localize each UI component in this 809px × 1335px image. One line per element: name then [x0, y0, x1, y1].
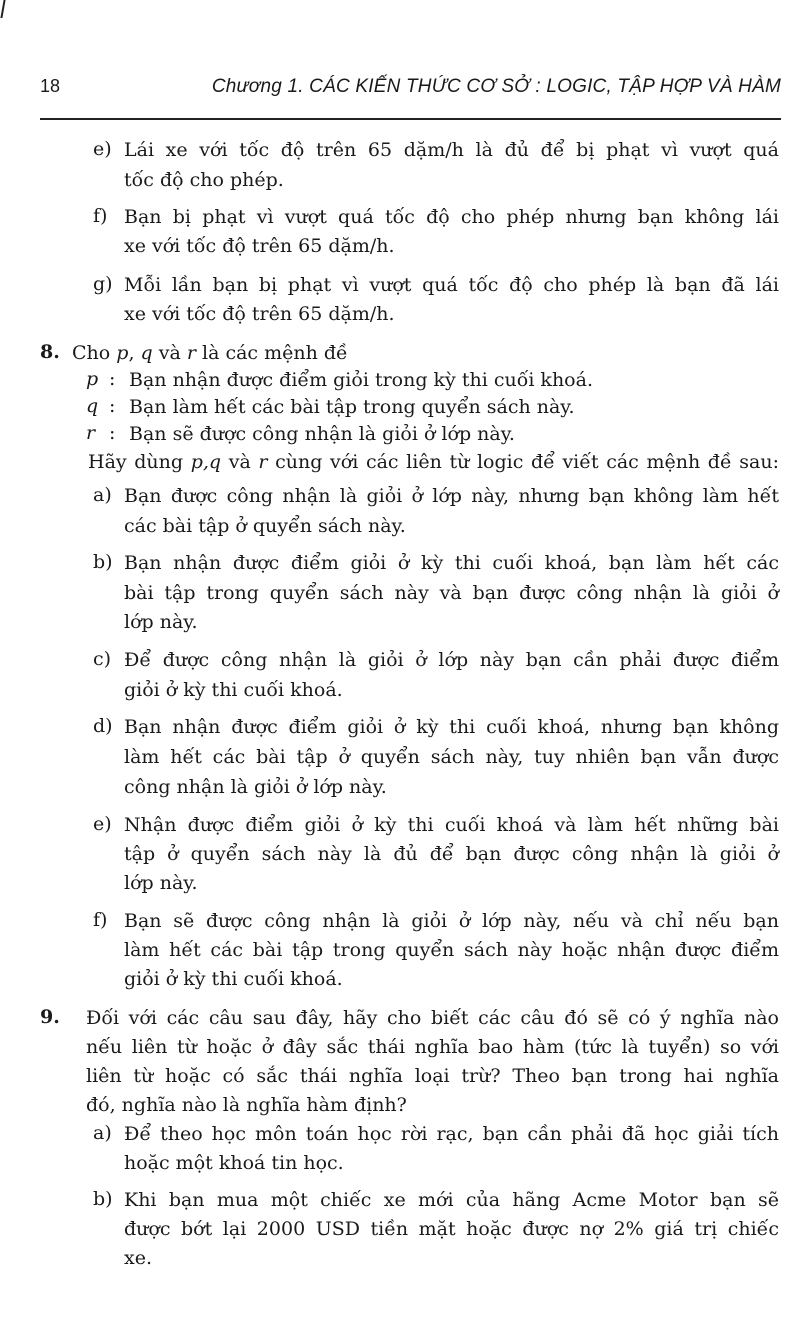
page-number: 18: [40, 76, 61, 96]
ex8-def-q-var: q: [86, 395, 99, 417]
ex8-b-line-3: lớp này.: [124, 611, 198, 633]
ex7-e-marker: e): [93, 138, 112, 160]
ex8-def-p-colon: :: [109, 368, 116, 390]
ex8-e-marker: e): [93, 813, 112, 835]
ex9-b-line-3: xe.: [124, 1247, 152, 1269]
ex9-a-marker: a): [93, 1122, 112, 1144]
ex8-def-q-text: Bạn làm hết các bài tập trong quyển sách này.: [129, 396, 575, 418]
ex7-f-line-1: Bạn bị phạt vì vượt quá tốc độ cho phép nhưng bạn không lái: [124, 206, 779, 228]
scan-corner-mark: [0, 0, 9, 18]
ex8-number: 8.: [40, 341, 60, 363]
ex8-d-line-1: Bạn nhận được điểm giỏi ở kỳ thi cuối khoá, nhưng bạn không: [124, 716, 779, 738]
ex8-instruction: Hãy dùng p,q và r cùng với các liên từ logic để viết các mệnh đề sau:: [88, 451, 780, 473]
ex7-e-line-2: tốc độ cho phép.: [124, 169, 284, 191]
ex8-a-line-2: các bài tập ở quyển sách này.: [124, 515, 406, 537]
ex8-c-line-2: giỏi ở kỳ thi cuối khoá.: [124, 679, 343, 701]
ex9-line-2: nếu liên từ hoặc ở đây sắc thái nghĩa bao hàm (tức là tuyển) so với: [86, 1036, 779, 1058]
ex8-def-r-var: r: [86, 422, 96, 444]
ex8-intro: Cho p, q và r là các mệnh đề: [72, 342, 348, 364]
ex8-b-marker: b): [93, 551, 113, 573]
ex8-d-line-2: làm hết các bài tập ở quyển sách này, tuy nhiên bạn vẫn được: [124, 746, 779, 768]
ex8-c-marker: c): [93, 648, 112, 670]
ex8-f-line-1: Bạn sẽ được công nhận là giỏi ở lớp này, nếu và chỉ nếu bạn: [124, 910, 779, 932]
ex7-f-marker: f): [93, 205, 108, 227]
ex8-e-line-2: tập ở quyển sách này là đủ để bạn được công nhận là giỏi ở: [124, 843, 779, 865]
ex8-e-line-1: Nhận được điểm giỏi ở kỳ thi cuối khoá và làm hết những bài: [124, 814, 779, 836]
ex8-def-p-text: Bạn nhận được điểm giỏi trong kỳ thi cuối khoá.: [129, 369, 593, 391]
ex8-d-line-3: công nhận là giỏi ở lớp này.: [124, 776, 387, 798]
ex9-b-line-2: được bớt lại 2000 USD tiền mặt hoặc được nợ 2% giá trị chiếc: [124, 1218, 779, 1240]
ex9-a-line-1: Để theo học môn toán học rời rạc, bạn cần phải đã học giải tích: [124, 1123, 779, 1145]
ex8-def-q-colon: :: [109, 395, 116, 417]
header-rule: [40, 118, 781, 120]
ex9-b-line-1: Khi bạn mua một chiếc xe mới của hãng Acme Motor bạn sẽ: [124, 1189, 779, 1211]
ex9-line-3: liên từ hoặc có sắc thái nghĩa loại trừ? Theo bạn trong hai nghĩa: [86, 1065, 779, 1087]
ex8-f-line-2: làm hết các bài tập trong quyển sách này hoặc nhận được điểm: [124, 939, 779, 961]
ex8-a-line-1: Bạn được công nhận là giỏi ở lớp này, nhưng bạn không làm hết: [124, 485, 779, 507]
ex7-g-line-1: Mỗi lần bạn bị phạt vì vượt quá tốc độ cho phép là bạn đã lái: [124, 274, 779, 296]
ex8-b-line-2: bài tập trong quyển sách này và bạn được công nhận là giỏi ở: [124, 582, 779, 604]
ex8-f-marker: f): [93, 909, 108, 931]
ex8-def-p-var: p: [86, 368, 99, 390]
ex9-a-line-2: hoặc một khoá tin học.: [124, 1152, 344, 1174]
ex8-def-r-text: Bạn sẽ được công nhận là giỏi ở lớp này.: [129, 423, 515, 445]
ex7-g-line-2: xe với tốc độ trên 65 dặm/h.: [124, 303, 395, 325]
ex8-a-marker: a): [93, 484, 112, 506]
ex8-e-line-3: lớp này.: [124, 872, 198, 894]
ex7-f-line-2: xe với tốc độ trên 65 dặm/h.: [124, 235, 395, 257]
ex7-e-line-1: Lái xe với tốc độ trên 65 dặm/h là đủ để bị phạt vì vượt quá: [124, 139, 779, 161]
ex7-g-marker: g): [93, 273, 113, 295]
running-title: Chương 1. CÁC KIẾN THỨC CƠ SỞ : LOGIC, TẬP HỢP VÀ HÀM: [211, 76, 781, 97]
ex8-c-line-1: Để được công nhận là giỏi ở lớp này bạn cần phải được điểm: [124, 649, 779, 671]
ex9-line-1: Đối với các câu sau đây, hãy cho biết các câu đó sẽ có ý nghĩa nào: [86, 1007, 779, 1029]
ex8-f-line-3: giỏi ở kỳ thi cuối khoá.: [124, 968, 343, 990]
page-header: [40, 76, 781, 106]
ex8-def-r-colon: :: [109, 422, 116, 444]
ex9-b-marker: b): [93, 1188, 113, 1210]
ex8-b-line-1: Bạn nhận được điểm giỏi ở kỳ thi cuối khoá, bạn làm hết các: [124, 552, 779, 574]
ex9-line-4: đó, nghĩa nào là nghĩa hàm định?: [86, 1094, 407, 1116]
ex8-d-marker: d): [93, 715, 113, 737]
ex9-number: 9.: [40, 1006, 60, 1028]
